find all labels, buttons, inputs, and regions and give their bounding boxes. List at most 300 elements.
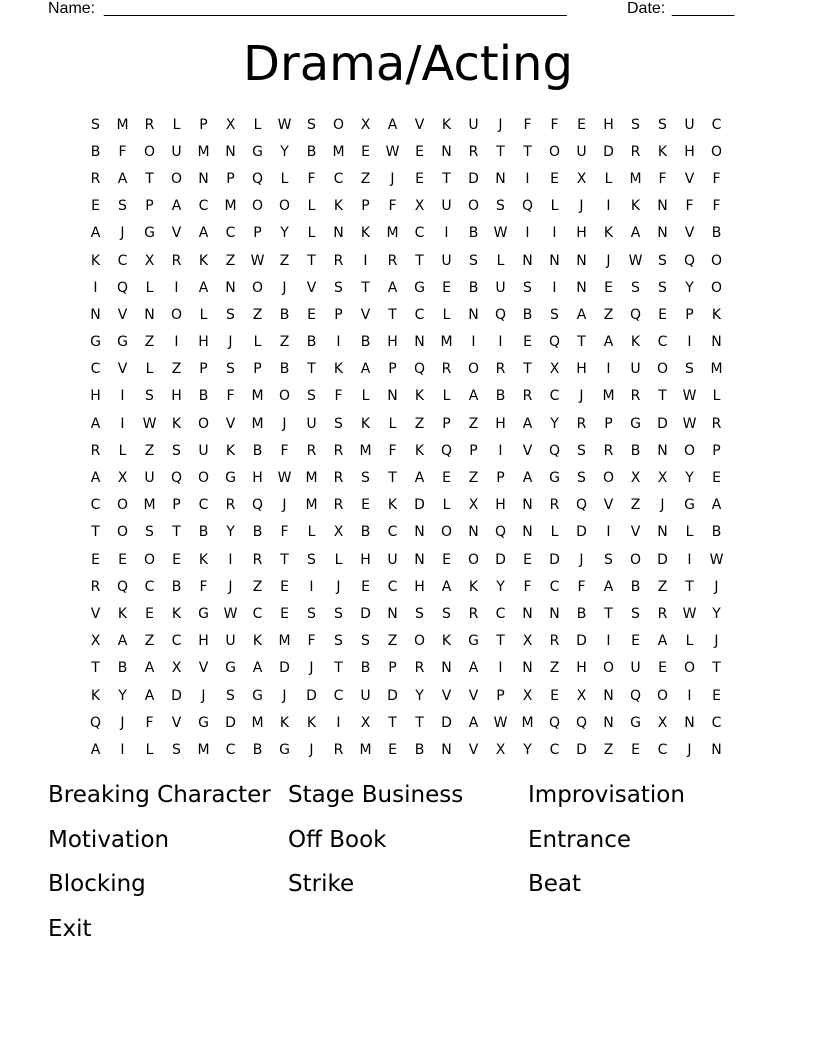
grid-letter: N — [576, 279, 587, 296]
grid-letter: R — [630, 388, 641, 405]
grid-letter: E — [442, 279, 451, 296]
grid-letter: E — [712, 470, 721, 487]
grid-letter: N — [522, 660, 533, 677]
grid-letter: N — [576, 252, 587, 269]
grid-letter: A — [414, 470, 425, 487]
grid-letter: E — [442, 470, 451, 487]
grid-letter: T — [388, 714, 397, 731]
grid-letter: T — [388, 470, 397, 487]
grid-row — [82, 220, 732, 247]
name-label: Name: — [48, 0, 96, 17]
grid-row — [82, 546, 732, 573]
grid-letter: Q — [683, 252, 696, 269]
grid-letter: T — [685, 578, 694, 595]
grid-letter: Q — [116, 578, 129, 595]
grid-letter: A — [603, 578, 614, 595]
grid-letter: W — [682, 388, 697, 405]
word-bank — [48, 780, 768, 958]
grid-letter: U — [630, 660, 641, 677]
grid-letter: J — [606, 252, 611, 269]
grid-letter: I — [174, 279, 179, 296]
grid-letter: D — [225, 714, 236, 731]
grid-letter: K — [441, 633, 452, 650]
grid-letter: E — [388, 741, 397, 758]
grid-letter: M — [332, 143, 345, 160]
grid-letter: F — [280, 524, 289, 541]
grid-letter: A — [468, 714, 479, 731]
grid-letter: N — [90, 306, 101, 323]
grid-letter: B — [468, 279, 479, 296]
grid-letter: F — [199, 578, 208, 595]
grid-letter: A — [171, 198, 182, 215]
grid-letter: L — [550, 524, 559, 541]
grid-letter: E — [550, 687, 559, 704]
grid-letter: D — [306, 687, 317, 704]
grid-letter: V — [414, 116, 425, 133]
grid-letter: I — [498, 334, 503, 351]
grid-letter: O — [710, 252, 723, 269]
grid-letter: T — [361, 279, 370, 296]
grid-letter: Q — [548, 334, 561, 351]
grid-letter: M — [251, 714, 264, 731]
grid-letter: J — [579, 388, 584, 405]
grid-letter: U — [684, 116, 695, 133]
grid-letter: I — [444, 225, 449, 242]
grid-letter: U — [495, 279, 506, 296]
grid-letter: N — [387, 388, 398, 405]
grid-letter: K — [711, 306, 722, 323]
grid-letter: H — [576, 225, 587, 242]
grid-letter: M — [197, 143, 210, 160]
grid-letter: Y — [712, 605, 721, 622]
grid-letter: X — [468, 497, 479, 514]
grid-letter: V — [522, 442, 533, 459]
grid-letter: M — [521, 714, 534, 731]
grid-letter: Y — [685, 279, 694, 296]
grid-letter: C — [333, 687, 344, 704]
grid-letter: M — [143, 497, 156, 514]
grid-letter: R — [144, 116, 155, 133]
grid-letter: A — [144, 660, 155, 677]
grid-letter: O — [413, 633, 426, 650]
grid-row — [82, 274, 732, 301]
grid-letter: L — [145, 361, 154, 378]
grid-letter: T — [415, 714, 424, 731]
grid-letter: T — [496, 633, 505, 650]
grid-letter: B — [90, 143, 101, 160]
grid-letter: I — [120, 388, 125, 405]
grid-letter: B — [279, 306, 290, 323]
grid-letter: E — [361, 497, 370, 514]
grid-letter: O — [683, 442, 696, 459]
grid-letter: G — [225, 660, 236, 677]
grid-letter: R — [549, 633, 560, 650]
grid-letter: C — [225, 741, 236, 758]
grid-letter: X — [495, 741, 506, 758]
grid-letter: Z — [225, 252, 236, 269]
grid-letter: S — [226, 361, 235, 378]
grid-letter: N — [522, 497, 533, 514]
grid-letter: K — [414, 388, 425, 405]
grid-letter: S — [469, 252, 478, 269]
grid-letter: M — [305, 497, 318, 514]
grid-letter: B — [198, 524, 209, 541]
grid-letter: R — [333, 497, 344, 514]
grid-letter: Y — [550, 415, 559, 432]
grid-letter: B — [522, 306, 533, 323]
grid-letter: J — [120, 225, 125, 242]
grid-letter: Q — [89, 714, 102, 731]
grid-letter: M — [116, 116, 129, 133]
grid-letter: W — [493, 714, 508, 731]
grid-row — [82, 709, 732, 736]
grid-letter: F — [388, 198, 397, 215]
grid-letter: I — [336, 714, 341, 731]
grid-letter: V — [90, 605, 101, 622]
grid-letter: R — [333, 470, 344, 487]
grid-letter: K — [306, 714, 317, 731]
grid-letter: E — [550, 170, 559, 187]
grid-letter: K — [630, 334, 641, 351]
grid-letter: C — [657, 334, 668, 351]
grid-letter: H — [495, 497, 506, 514]
grid-letter: Q — [494, 306, 507, 323]
grid-row — [82, 600, 732, 627]
grid-letter: R — [630, 143, 641, 160]
grid-letter: Z — [171, 361, 182, 378]
grid-letter: S — [91, 116, 100, 133]
grid-letter: A — [90, 225, 101, 242]
grid-letter: I — [498, 660, 503, 677]
grid-letter: S — [577, 470, 586, 487]
grid-letter: S — [442, 605, 451, 622]
grid-letter: K — [603, 225, 614, 242]
grid-letter: F — [523, 116, 532, 133]
grid-letter: R — [603, 442, 614, 459]
grid-letter: P — [361, 198, 370, 215]
grid-letter: V — [603, 497, 614, 514]
grid-letter: A — [468, 388, 479, 405]
grid-letter: K — [90, 687, 101, 704]
grid-letter: P — [469, 442, 478, 459]
grid-letter: F — [523, 578, 532, 595]
grid-letter: R — [90, 170, 101, 187]
grid-letter: Q — [116, 279, 129, 296]
grid-letter: A — [90, 470, 101, 487]
grid-letter: A — [711, 497, 722, 514]
grid-letter: N — [441, 143, 452, 160]
grid-letter: E — [118, 551, 127, 568]
word-bank-item: Beat — [528, 871, 582, 897]
word-bank-item: Entrance — [528, 826, 632, 853]
grid-letter: E — [442, 551, 451, 568]
grid-letter: X — [657, 470, 668, 487]
grid-letter: I — [606, 633, 611, 650]
grid-letter: A — [90, 741, 101, 758]
grid-row — [82, 301, 732, 328]
grid-letter: S — [334, 633, 343, 650]
grid-letter: N — [225, 279, 236, 296]
grid-letter: E — [280, 578, 289, 595]
grid-letter: D — [657, 551, 668, 568]
grid-letter: D — [576, 741, 587, 758]
grid-letter: N — [657, 225, 668, 242]
grid-letter: F — [550, 116, 559, 133]
grid-letter: I — [174, 334, 179, 351]
grid-letter: F — [307, 633, 316, 650]
grid-letter: B — [252, 442, 263, 459]
grid-letter: R — [333, 252, 344, 269]
grid-letter: H — [576, 361, 587, 378]
grid-letter: Y — [496, 578, 505, 595]
grid-letter: I — [687, 687, 692, 704]
grid-letter: N — [522, 605, 533, 622]
grid-letter: W — [250, 252, 265, 269]
word-bank-item: Blocking — [48, 871, 146, 897]
grid-letter: K — [171, 605, 182, 622]
grid-letter: O — [251, 279, 264, 296]
grid-letter: J — [228, 578, 233, 595]
grid-letter: P — [712, 442, 721, 459]
grid-letter: B — [576, 605, 587, 622]
grid-letter: U — [387, 551, 398, 568]
grid-letter: C — [198, 497, 209, 514]
grid-letter: J — [579, 198, 584, 215]
grid-letter: Y — [118, 687, 127, 704]
grid-letter: C — [711, 116, 722, 133]
grid-letter: S — [604, 551, 613, 568]
grid-row — [82, 383, 732, 410]
grid-letter: N — [684, 714, 695, 731]
grid-letter: S — [145, 524, 154, 541]
grid-letter: B — [252, 524, 263, 541]
grid-letter: J — [309, 741, 314, 758]
grid-letter: B — [198, 388, 209, 405]
grid-letter: C — [171, 633, 182, 650]
grid-letter: M — [602, 388, 615, 405]
grid-letter: B — [360, 334, 371, 351]
grid-letter: H — [360, 551, 371, 568]
grid-letter: E — [658, 660, 667, 677]
grid-letter: V — [684, 170, 695, 187]
word-bank-item: Exit — [48, 915, 92, 942]
grid-letter: H — [576, 660, 587, 677]
grid-letter: R — [414, 660, 425, 677]
grid-letter: Z — [414, 415, 425, 432]
grid-letter: Q — [413, 361, 426, 378]
grid-letter: J — [282, 687, 287, 704]
grid-letter: U — [144, 470, 155, 487]
grid-letter: Y — [415, 687, 424, 704]
grid-row — [82, 247, 732, 274]
grid-letter: E — [712, 687, 721, 704]
grid-letter: O — [602, 470, 615, 487]
grid-letter: L — [172, 116, 181, 133]
grid-letter: M — [251, 415, 264, 432]
grid-letter: T — [91, 660, 100, 677]
grid-letter: S — [631, 279, 640, 296]
grid-letter: S — [658, 116, 667, 133]
grid-letter: P — [253, 225, 262, 242]
grid-letter: Z — [279, 252, 290, 269]
grid-letter: B — [306, 334, 317, 351]
grid-letter: T — [496, 143, 505, 160]
grid-letter: K — [198, 252, 209, 269]
grid-letter: S — [577, 442, 586, 459]
grid-letter: O — [278, 198, 291, 215]
grid-letter: M — [251, 388, 264, 405]
grid-letter: I — [498, 442, 503, 459]
grid-letter: H — [387, 334, 398, 351]
grid-letter: X — [225, 116, 236, 133]
grid-letter: F — [685, 198, 694, 215]
grid-letter: O — [116, 524, 129, 541]
grid-letter: W — [709, 551, 724, 568]
grid-letter: D — [171, 687, 182, 704]
grid-letter: I — [687, 551, 692, 568]
grid-letter: E — [523, 551, 532, 568]
grid-letter: B — [468, 225, 479, 242]
grid-letter: U — [441, 198, 452, 215]
grid-letter: T — [712, 660, 721, 677]
grid-letter: A — [90, 415, 101, 432]
grid-letter: O — [467, 198, 480, 215]
grid-letter: H — [495, 415, 506, 432]
grid-letter: H — [198, 334, 209, 351]
grid-letter: U — [468, 116, 479, 133]
grid-letter: P — [172, 497, 181, 514]
grid-letter: U — [171, 143, 182, 160]
grid-letter: Q — [575, 714, 588, 731]
grid-letter: B — [117, 660, 128, 677]
grid-letter: G — [198, 605, 209, 622]
grid-letter: S — [307, 116, 316, 133]
grid-letter: A — [468, 660, 479, 677]
grid-letter: A — [117, 170, 128, 187]
grid-letter: T — [442, 170, 451, 187]
grid-row — [82, 138, 732, 165]
grid-letter: C — [387, 524, 398, 541]
grid-letter: N — [468, 306, 479, 323]
grid-letter: U — [306, 415, 317, 432]
grid-letter: A — [630, 225, 641, 242]
grid-letter: X — [414, 198, 425, 215]
grid-letter: J — [282, 279, 287, 296]
grid-letter: V — [684, 225, 695, 242]
grid-letter: C — [414, 306, 425, 323]
grid-letter: R — [441, 361, 452, 378]
grid-letter: L — [550, 198, 559, 215]
grid-letter: V — [198, 660, 209, 677]
grid-letter: R — [225, 497, 236, 514]
grid-letter: K — [441, 116, 452, 133]
grid-letter: Z — [360, 170, 371, 187]
grid-letter: K — [252, 633, 263, 650]
grid-letter: Y — [226, 524, 235, 541]
grid-letter: Z — [630, 497, 641, 514]
grid-letter: K — [414, 442, 425, 459]
grid-letter: P — [253, 361, 262, 378]
grid-letter: A — [387, 279, 398, 296]
grid-letter: E — [604, 279, 613, 296]
grid-letter: K — [333, 198, 344, 215]
grid-letter: S — [118, 198, 127, 215]
grid-letter: C — [333, 170, 344, 187]
grid-letter: X — [144, 252, 155, 269]
grid-letter: G — [252, 687, 263, 704]
grid-letter: R — [657, 605, 668, 622]
grid-letter: C — [657, 741, 668, 758]
grid-letter: N — [144, 306, 155, 323]
grid-letter: R — [576, 415, 587, 432]
grid-letter: L — [253, 334, 262, 351]
grid-letter: B — [414, 741, 425, 758]
grid-letter: P — [442, 415, 451, 432]
grid-letter: L — [145, 741, 154, 758]
grid-letter: H — [684, 143, 695, 160]
grid-letter: A — [198, 279, 209, 296]
grid-letter: R — [252, 551, 263, 568]
grid-letter: A — [387, 116, 398, 133]
grid-letter: Q — [548, 442, 561, 459]
grid-letter: B — [279, 361, 290, 378]
grid-letter: S — [172, 442, 181, 459]
grid-letter: Z — [387, 633, 398, 650]
grid-letter: T — [280, 551, 289, 568]
grid-letter: Y — [280, 143, 289, 160]
grid-letter: B — [630, 442, 641, 459]
grid-letter: R — [171, 252, 182, 269]
grid-letter: T — [172, 524, 181, 541]
grid-letter: S — [361, 633, 370, 650]
grid-letter: L — [442, 306, 451, 323]
grid-letter: U — [198, 442, 209, 459]
grid-letter: B — [711, 524, 722, 541]
grid-letter: U — [630, 361, 641, 378]
grid-letter: C — [711, 714, 722, 731]
word-bank-item: Stage Business — [288, 782, 464, 808]
grid-letter: T — [334, 660, 343, 677]
grid-letter: J — [498, 116, 503, 133]
grid-letter: P — [145, 198, 154, 215]
grid-letter: Q — [440, 442, 453, 459]
grid-letter: S — [172, 741, 181, 758]
grid-letter: C — [549, 578, 560, 595]
grid-letter: Q — [251, 497, 264, 514]
word-bank-item: Improvisation — [528, 782, 685, 808]
grid-letter: X — [360, 116, 371, 133]
grid-letter: O — [710, 279, 723, 296]
grid-letter: J — [282, 497, 287, 514]
grid-letter: B — [252, 741, 263, 758]
grid-letter: L — [307, 198, 316, 215]
grid-letter: U — [360, 687, 371, 704]
grid-letter: W — [385, 143, 400, 160]
grid-letter: O — [656, 687, 669, 704]
grid-letter: T — [658, 388, 667, 405]
grid-letter: D — [576, 524, 587, 541]
grid-letter: R — [333, 741, 344, 758]
grid-letter: G — [252, 143, 263, 160]
grid-letter: O — [467, 551, 480, 568]
grid-letter: P — [334, 306, 343, 323]
grid-letter: S — [307, 551, 316, 568]
grid-letter: G — [225, 470, 236, 487]
grid-letter: P — [199, 361, 208, 378]
grid-letter: S — [226, 687, 235, 704]
grid-letter: S — [523, 279, 532, 296]
date-label: Date: — [627, 0, 666, 17]
